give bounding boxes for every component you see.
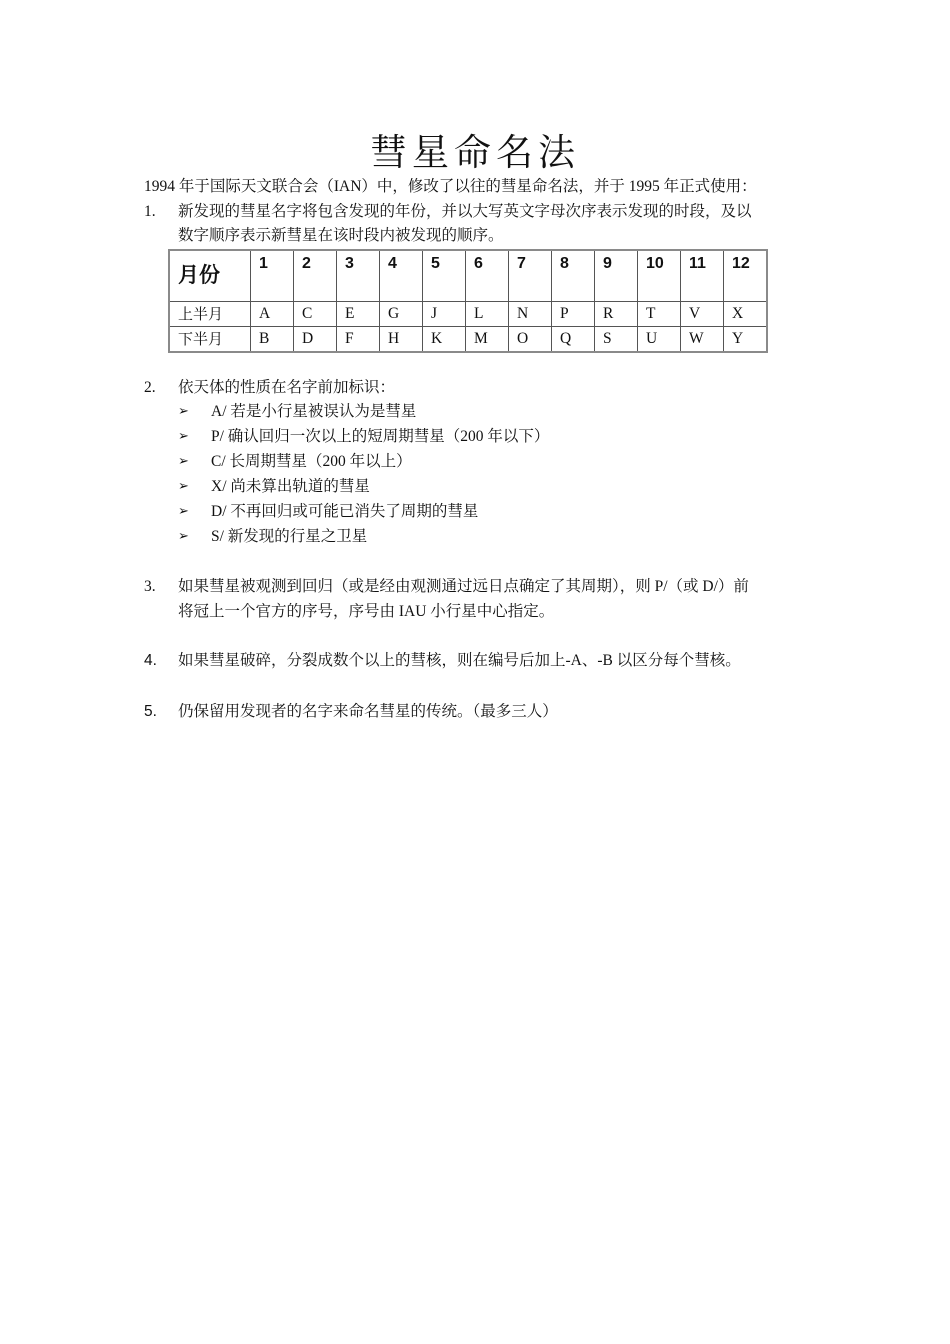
month-header: 8: [552, 250, 595, 302]
item-3-number: 3.: [144, 578, 156, 595]
arrow-bullet-icon: ➢: [178, 454, 189, 469]
table-cell: X: [724, 302, 768, 327]
table-cell: Q: [552, 327, 595, 353]
table-cell: F: [337, 327, 380, 353]
table-cell: R: [595, 302, 638, 327]
intro-paragraph: 1994 年于国际天文联合会（IAN）中，修改了以往的彗星命名法，并于 1995 年正式使用：: [144, 178, 757, 195]
table-cell: C: [294, 302, 337, 327]
arrow-bullet-icon: ➢: [178, 429, 189, 444]
table-header-row: [169, 250, 767, 302]
arrow-bullet-icon: ➢: [178, 529, 189, 544]
month-letter-table: [168, 249, 768, 353]
row-label: 上半月: [169, 302, 251, 327]
table-cell: E: [337, 302, 380, 327]
table-cell: D: [294, 327, 337, 353]
table-row: [169, 327, 767, 353]
bullet-item: C/ 长周期彗星（200 年以上）: [211, 453, 412, 470]
table-cell: O: [509, 327, 552, 353]
month-header: 10: [638, 250, 681, 302]
bullet-item: X/ 尚未算出轨道的彗星: [211, 478, 370, 495]
arrow-bullet-icon: ➢: [178, 479, 189, 494]
table-cell: N: [509, 302, 552, 327]
arrow-bullet-icon: ➢: [178, 504, 189, 519]
table-cell: A: [251, 302, 294, 327]
item-4-line-1: 如果彗星破碎，分裂成数个以上的彗核，则在编号后加上-A、-B 以区分每个彗核。: [178, 652, 741, 669]
table-cell: T: [638, 302, 681, 327]
bullet-item: P/ 确认回归一次以上的短周期彗星（200 年以下）: [211, 428, 550, 445]
bullet-item: A/ 若是小行星被误认为是彗星: [211, 403, 417, 420]
table-cell: J: [423, 302, 466, 327]
table-cell: H: [380, 327, 423, 353]
table-cell: Y: [724, 327, 768, 353]
month-header: 5: [423, 250, 466, 302]
table-cell: L: [466, 302, 509, 327]
item-2-line-1: 依天体的性质在名字前加标识：: [178, 379, 396, 396]
table-cell: W: [681, 327, 724, 353]
bullet-item: S/ 新发现的行星之卫星: [211, 528, 368, 545]
month-header: 1: [251, 250, 294, 302]
table-cell: V: [681, 302, 724, 327]
item-1-line-2: 数字顺序表示新彗星在该时段内被发现的顺序。: [178, 227, 504, 244]
row-label: 下半月: [169, 327, 251, 353]
table-cell: K: [423, 327, 466, 353]
month-header: 7: [509, 250, 552, 302]
table-cell: S: [595, 327, 638, 353]
document-title: 彗星命名法: [370, 131, 580, 174]
item-5-line-1: 仍保留用发现者的名字来命名彗星的传统。（最多三人）: [178, 703, 558, 720]
month-header: 4: [380, 250, 423, 302]
month-header: 2: [294, 250, 337, 302]
item-1-line-1: 新发现的彗星名字将包含发现的年份，并以大写英文字母次序表示发现的时段，及以: [178, 203, 752, 220]
table-row: [169, 302, 767, 327]
table-cell: P: [552, 302, 595, 327]
month-header: 3: [337, 250, 380, 302]
month-header: 9: [595, 250, 638, 302]
item-4-number: 4.: [144, 652, 157, 669]
bullet-item: D/ 不再回归或可能已消失了周期的彗星: [211, 503, 479, 520]
table-cell: U: [638, 327, 681, 353]
item-1-number: 1.: [144, 203, 156, 220]
item-3-line-2: 将冠上一个官方的序号，序号由 IAU 小行星中心指定。: [178, 603, 555, 620]
month-header: 11: [681, 250, 724, 302]
table-cell: G: [380, 302, 423, 327]
table-header-label: 月份: [169, 250, 251, 302]
arrow-bullet-icon: ➢: [178, 404, 189, 419]
table-cell: M: [466, 327, 509, 353]
item-5-number: 5.: [144, 703, 157, 720]
item-2-number: 2.: [144, 379, 156, 396]
item-3-line-1: 如果彗星被观测到回归（或是经由观测通过远日点确定了其周期），则 P/（或 D/）前: [178, 578, 749, 595]
month-header: 12: [724, 250, 768, 302]
month-header: 6: [466, 250, 509, 302]
table-cell: B: [251, 327, 294, 353]
